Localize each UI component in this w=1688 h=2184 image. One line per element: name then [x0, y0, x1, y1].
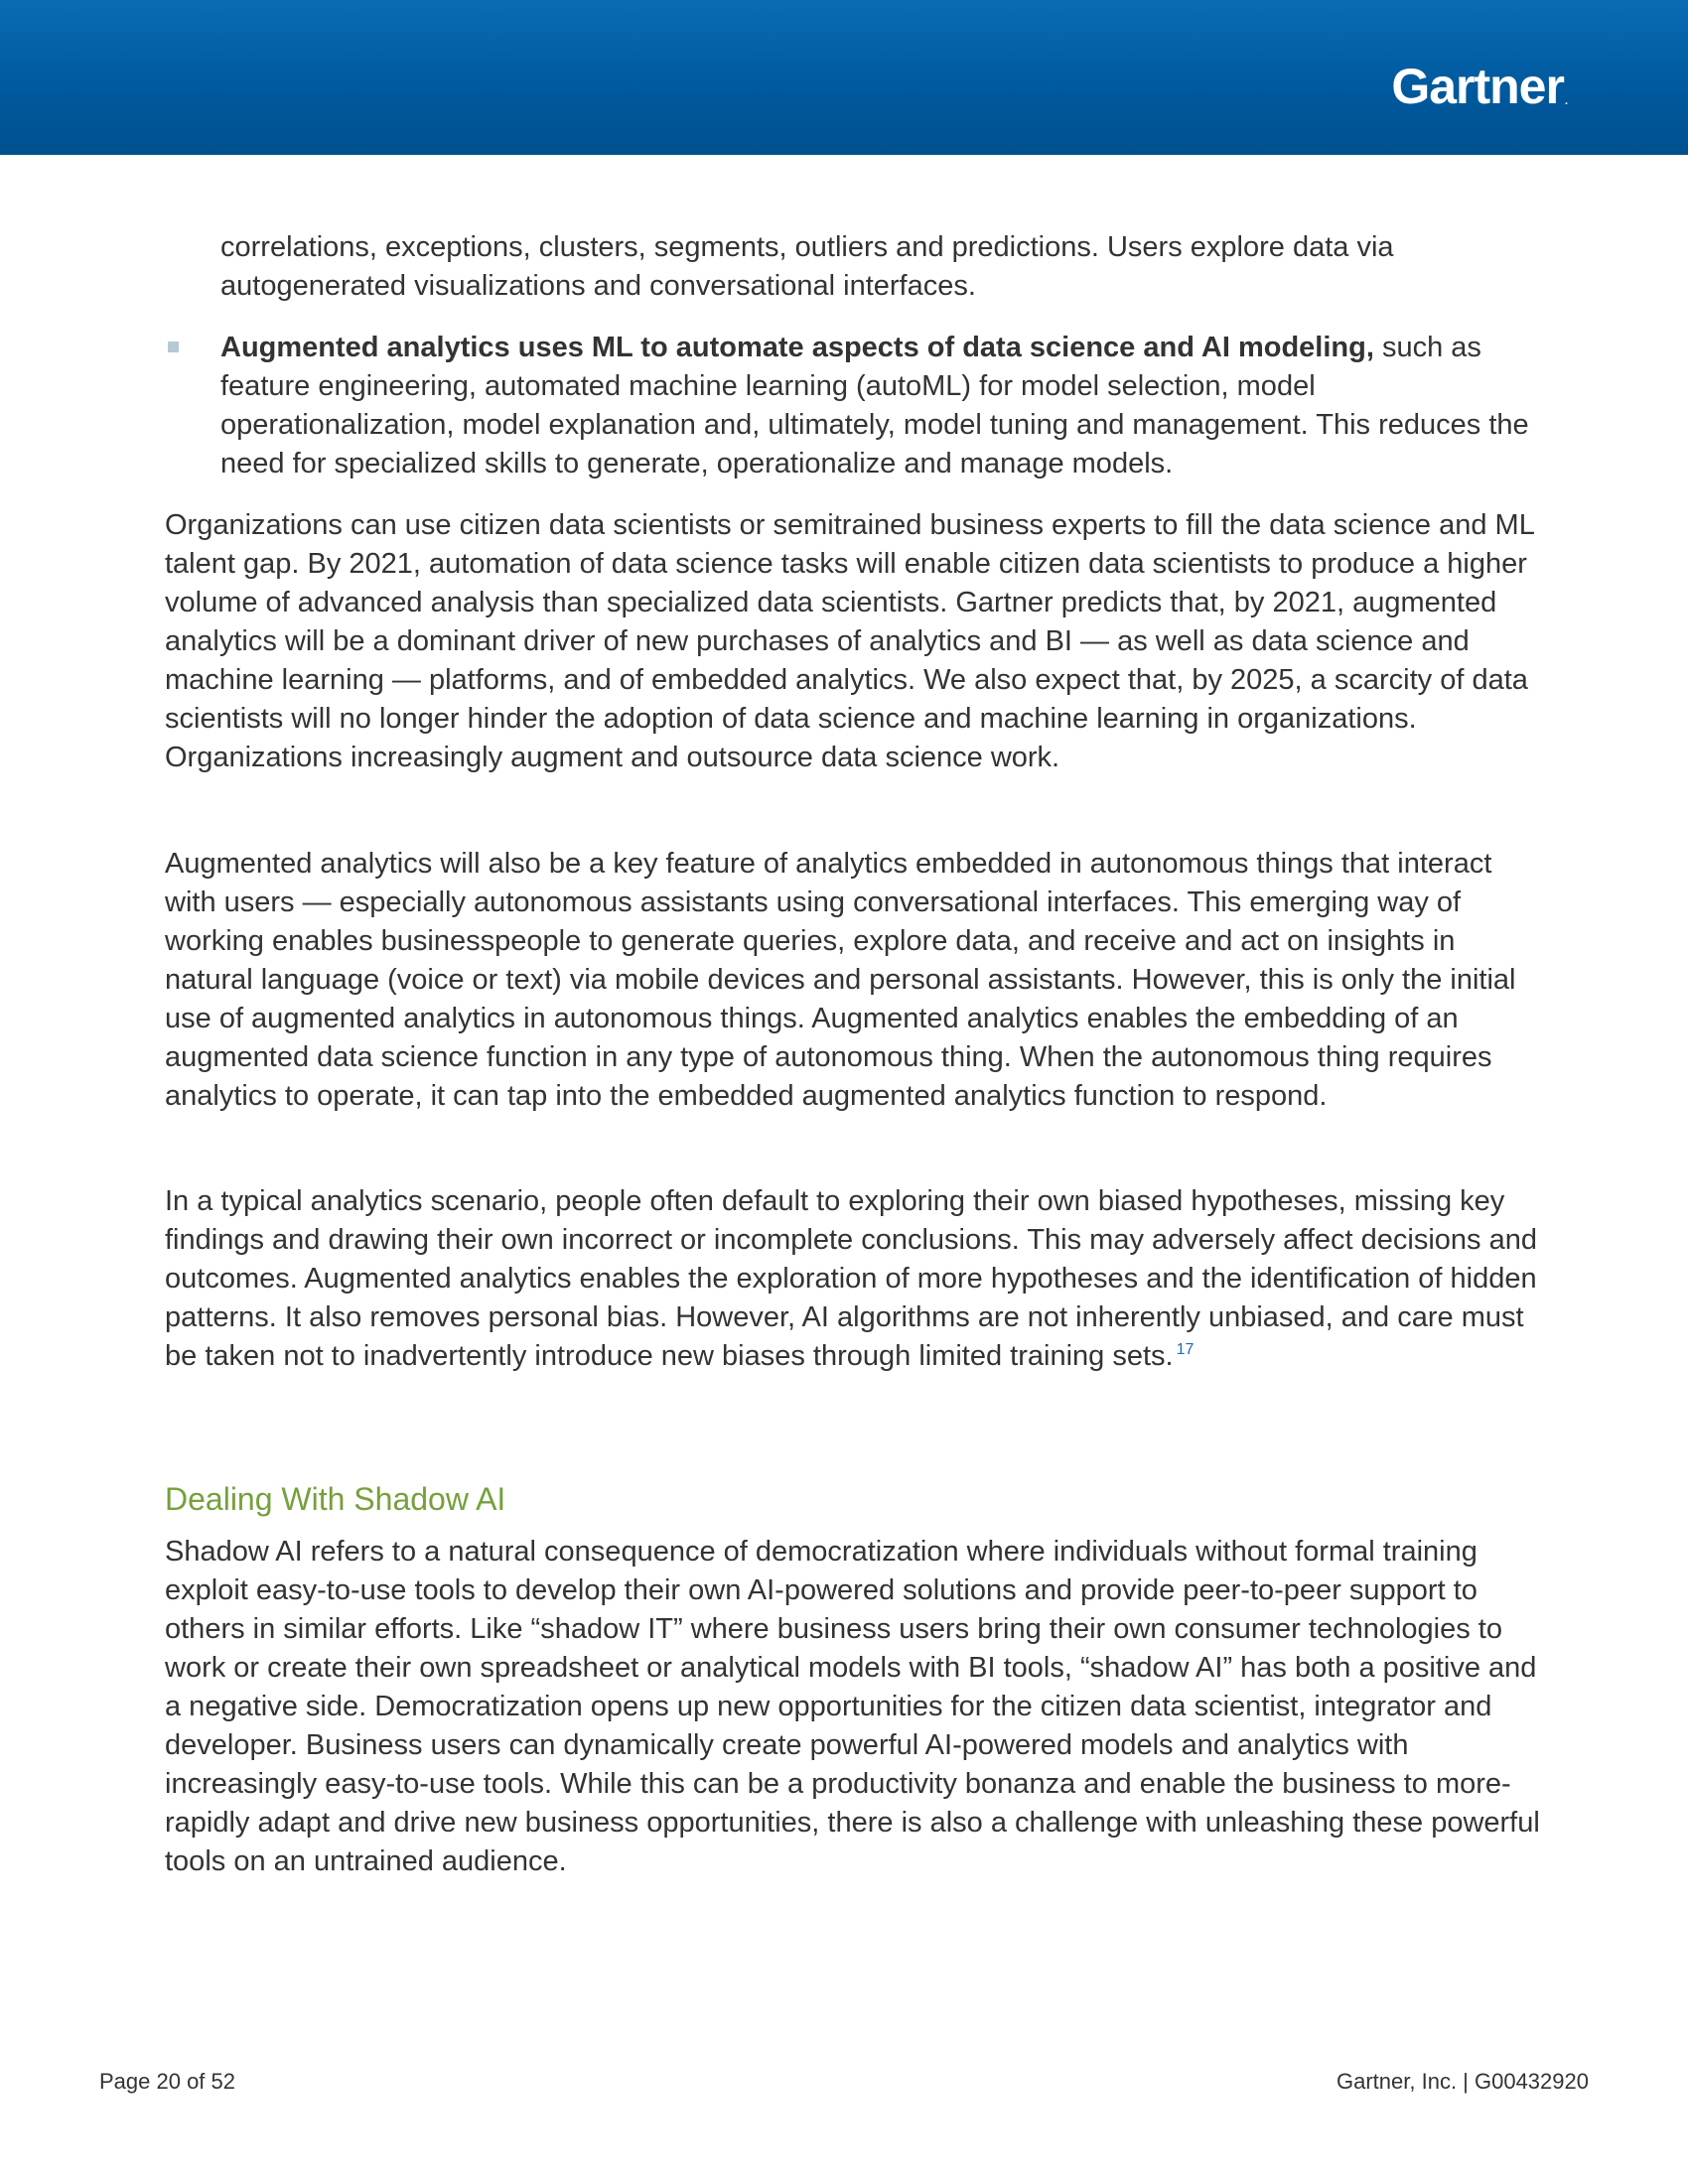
paragraph-bias-text: In a typical analytics scenario, people often default to exploring their own biased hypotheses, missing key findings and drawing their own incorrect or incomplete conclusions. This may adversely affect decisions and outcomes. Augmented analytics enables the exploration of more hypotheses and the identification of hidden patterns. It also removes personal bias. However, AI algorithms are not inherently unbiased, and care must be taken not to inadvertently introduce new biases through limited training sets. — [165, 1185, 1537, 1372]
section-heading: Dealing With Shadow AI — [165, 1481, 506, 1517]
bullet-rest: such as feature engineering, automated machine learning (autoML) for model selection, model operationalization, model explanation and, ultimately, model tuning and management. This reduces the need for specialized skills to generate, operationalize and manage models. — [220, 332, 1529, 479]
paragraph-shadow-ai: Shadow AI refers to a natural consequence of democratization where individuals without formal training exploit easy-to-use tools to develop their own AI-powered solutions and provide peer-to-peer support to others in similar efforts. Like “shadow IT” where business users bring their own consumer technologies to work or create their own spreadsheet or analytical models with BI tools, “shadow AI” has both a positive and a negative side. Democratization opens up new opportunities for the citizen data scientist, integrator and developer. Business users can dynamically create powerful AI-powered models and analytics with increasingly easy-to-use tools. While this can be a productivity bonanza and enable the business to more-rapidly adapt and drive new business opportunities, there is also a challenge with unleashing these powerful tools on an untrained audience. — [165, 1536, 1540, 1877]
bullet-square-icon — [168, 341, 179, 352]
paragraph-citizen-data-scientists: Organizations can use citizen data scientists or semitrained business experts to fill the data science and ML talent gap. By 2021, automation of data science tasks will enable citizen data scientists to produce a higher volume of advanced analysis than specialized data scientists. Gartner predicts that, by 2021, augmented analytics will be a dominant driver of new purchases of analytics and BI — as well as data science and machine learning — platforms, and of embedded analytics. We also expect that, by 2025, a scarcity of data scientists will no longer hinder the adoption of data science and machine learning in organizations. Organizations increasingly augment and outsource data science work. — [165, 509, 1534, 773]
bullet-bold-lead: Augmented analytics uses ML to automate aspects of data science and AI modeling, — [220, 332, 1374, 363]
brand-name: Gartner — [1391, 59, 1564, 114]
paragraph-bias — [165, 1182, 1545, 1376]
brand-mark: . — [1564, 95, 1568, 107]
bullet-item-automl — [220, 329, 1545, 483]
footnote-link[interactable]: 17 — [1176, 1341, 1195, 1359]
page-number: Page 20 of 52 — [99, 2069, 236, 2094]
gartner-logo — [1391, 59, 1568, 114]
paragraph-autonomous-things: Augmented analytics will also be a key feature of analytics embedded in autonomous things that interact with users — especially autonomous assistants using conversational interfaces. This emerging way of working enables businesspeople to generate queries, explore data, and receive and act on insights in natural language (voice or text) via mobile devices and personal assistants. However, this is only the initial use of augmented analytics in autonomous things. Augmented analytics enables the embedding of an augmented data science function in any type of autonomous thing. When the autonomous thing requires analytics to operate, it can tap into the embedded augmented analytics function to respond. — [165, 848, 1516, 1112]
header-band — [0, 0, 1688, 155]
bullet-continuation: correlations, exceptions, clusters, segments, outliers and predictions. Users explore data via autogenerated visualizations and conversational interfaces. — [220, 231, 1394, 302]
document-id: Gartner, Inc. | G00432920 — [1336, 2069, 1589, 2094]
